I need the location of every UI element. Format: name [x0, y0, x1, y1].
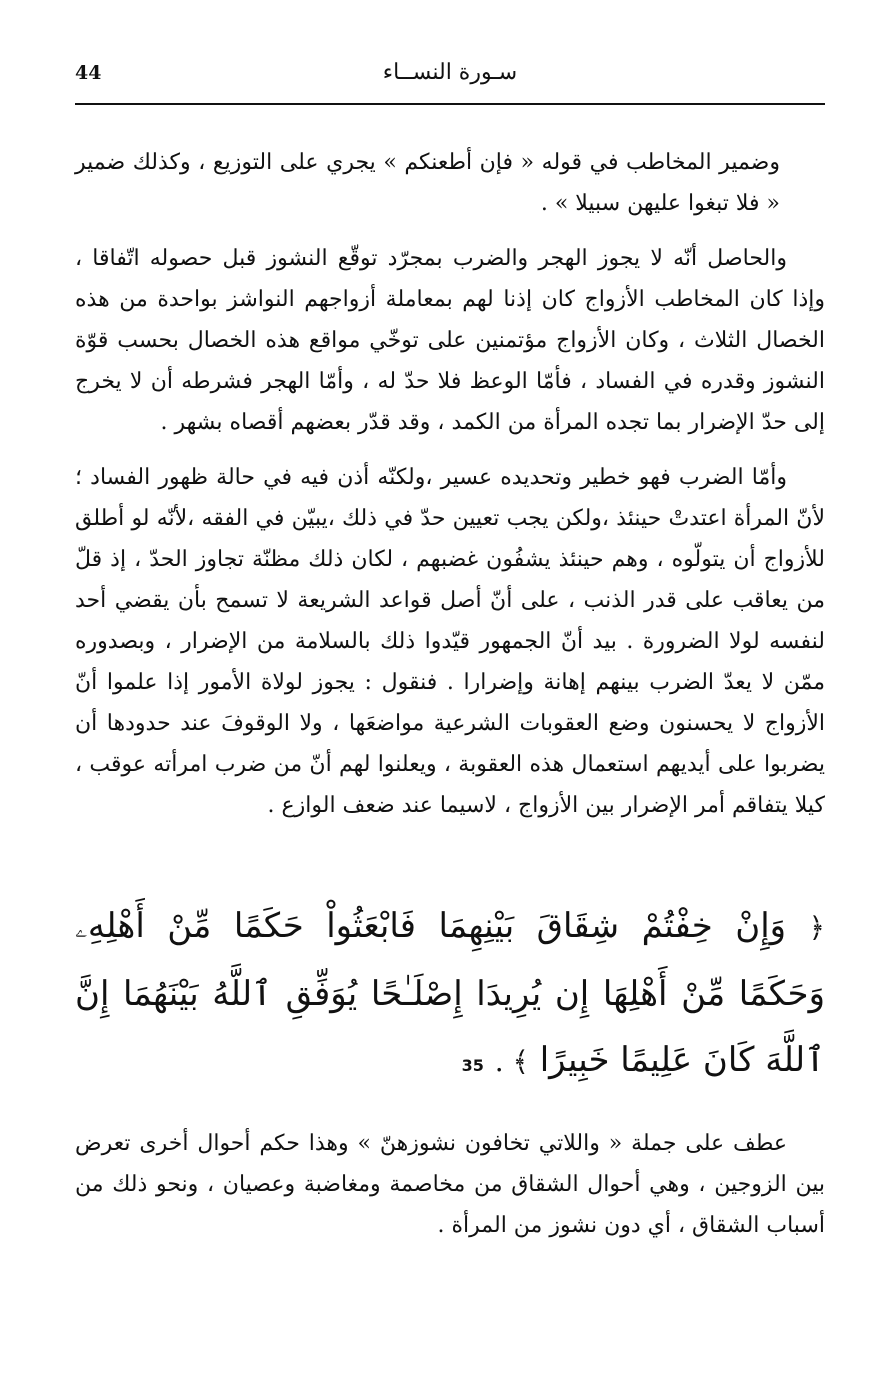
- paragraph-2: والحاصل أنّه لا يجوز الهجر والضرب بمجرّد توقّع النشوز قبل حصوله اتّفاقا ، وإذا كان المخاطب الأزواج كان إذنا لهم بمعاملة أزواجهم النواشز بواحدة من هذه الخصال الثلاث ، وكان الأزواج مؤتمنين على توخّي مواقع هذه الخصال بحسب قوّة النشوز وقدره في الفساد ، فأمّا الوعظ فلا حدّ له ، وأمّا الهجر فشرطه أن لا يخرج إلى حدّ الإضرار بما تجده المرأة من الكمد ، وقد قدّر بعضهم أقصاه بشهر .: [75, 246, 825, 435]
- body-text: [75, 142, 825, 840]
- commentary-paragraph: عطف على جملة « واللاتي تخافون نشوزهنّ » وهذا حكم أحوال أخرى تعرض بين الزوجين ، وهي أحوال الشقاق من مخاصمة ومغاضبة وعصيان ، ونحو ذلك من أسباب الشقاق ، أي دون نشوز من المرأة .: [75, 1131, 825, 1238]
- quran-verse: [75, 893, 825, 1099]
- running-title: سـورة النســاء: [382, 60, 518, 85]
- header-rule: [75, 103, 825, 105]
- page-header: [75, 50, 825, 102]
- verse-number: 35: [461, 1056, 484, 1075]
- verse-open-ornament: ﴿: [808, 911, 825, 944]
- verse-close-ornament: ﴾ .: [494, 1045, 529, 1078]
- paragraph-3: وأمّا الضرب فهو خطير وتحديده عسير ،ولكنّه أذن فيه في حالة ظهور الفساد ؛ لأنّ المرأة اعتدتْ حينئذ ،ولكن يجب تعيين حدّ في ذلك ،يبيّن في الفقه ،لأنّه لو أطلق للأزواج أن يتولّوه ، وهم حينئذ يشفُون غضبهم ، لكان ذلك مظنّة تجاوز الحدّ ، إذ قلّ من يعاقب على قدر الذنب ، على أنّ أصل قواعد الشريعة لا تسمح بأن يقضي أحد لنفسه لولا الضرورة . بيد أنّ الجمهور قيّدوا ذلك بالسلامة من الإضرار ، وبصدوره ممّن لا يعدّ الضرب بينهم إهانة وإضرارا . فنقول : يجوز لولاة الأمور إذا علموا أنّ الأزواج لا يحسنون وضع العقوبات الشرعية مواضعَها ، ولا الوقوفَ عند حدودها أن يضربوا على أيديهم استعمال هذه العقوبة ، ويعلنوا لهم أنّ من ضرب امرأته عوقب ، كيلا يتفاقم أمر الإضرار بين الأزواج ، لاسيما عند ضعف الوازع .: [75, 465, 825, 818]
- page-number: 44: [75, 62, 102, 84]
- verse-text: وَإِنْ خِفْتُمْ شِقَاقَ بَيْنِهِمَا فَابْعَثُواْ حَكَمًا مِّنْ أَهْلِهِۦ وَحَكَمًا مِّنْ أَهْلِهَا إِن يُرِيدَا إِصْلَـٰحًا يُوَفِّقِ ٱللَّهُ بَيْنَهُمَا إِنَّ ٱللَّهَ كَانَ عَلِيمًا خَبِيرًا: [75, 906, 825, 1080]
- paragraph-1: وضمير المخاطب في قوله « فإن أطعنكم » يجري على التوزيع ، وكذلك ضمير « فلا تبغوا عليهن سبيلا » .: [75, 150, 780, 216]
- commentary: [75, 1123, 825, 1246]
